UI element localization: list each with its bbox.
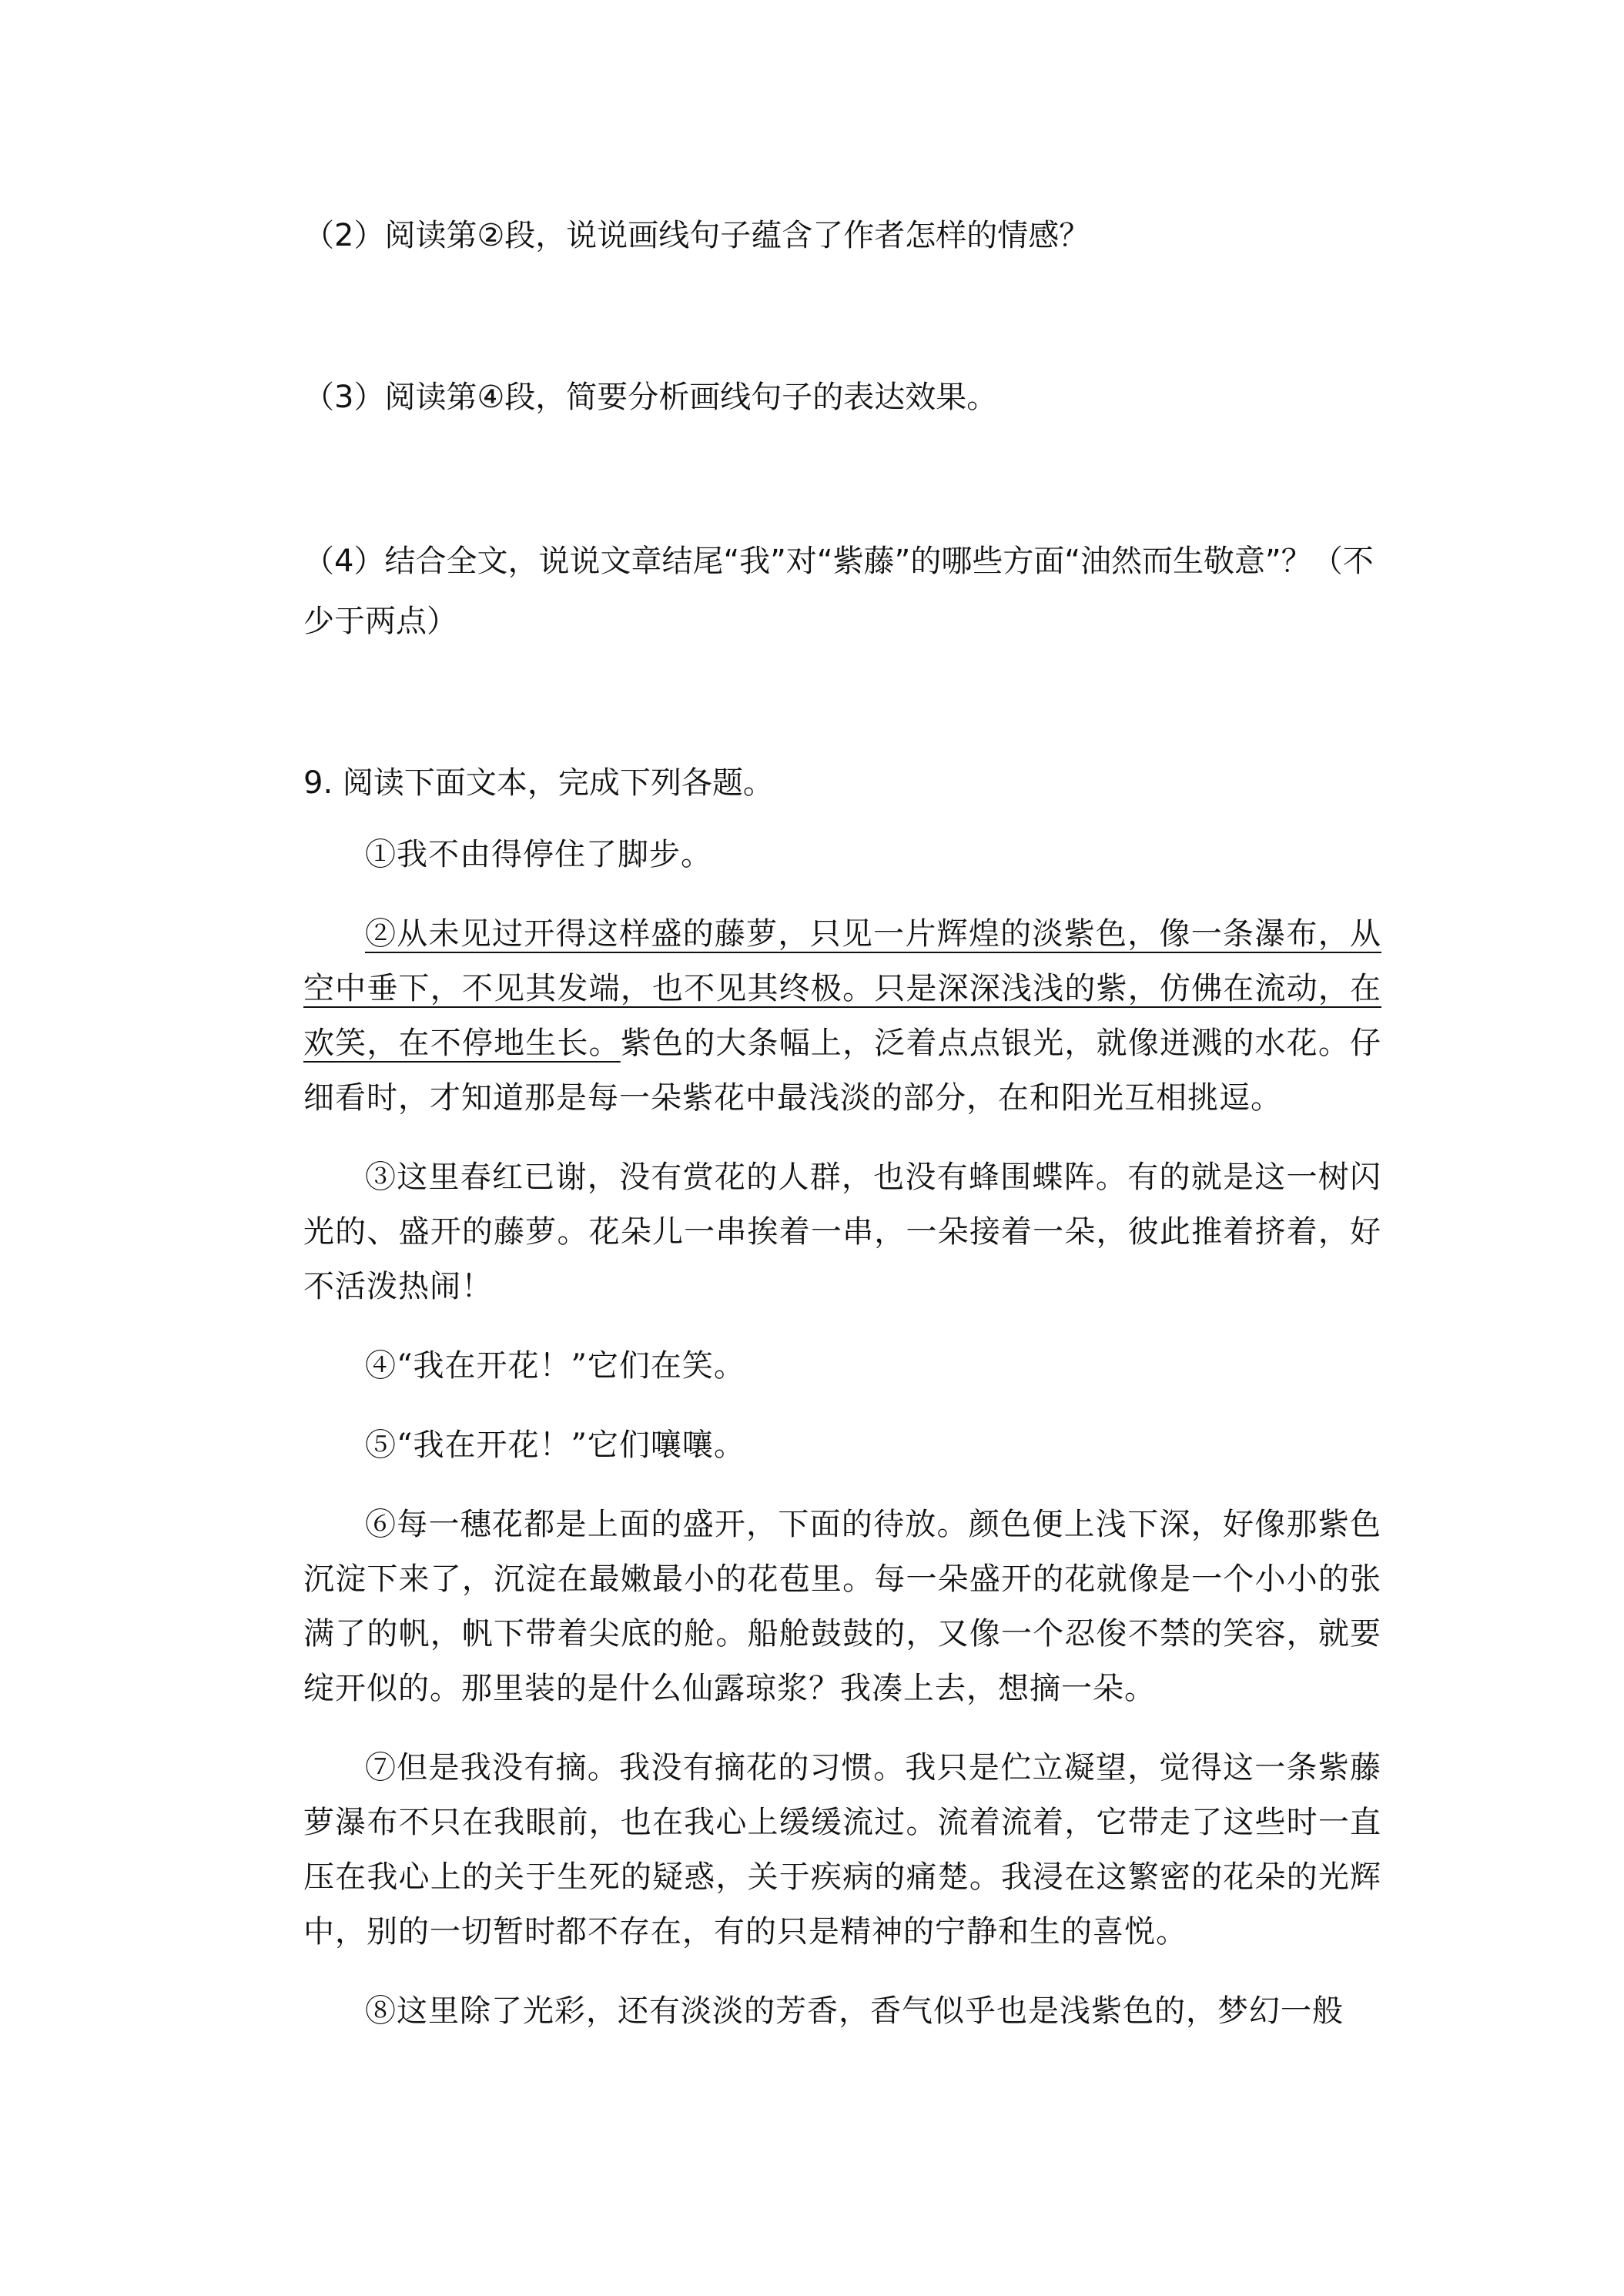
underlined-sentence: ②从未见过开得这样盛的藤萝，只见一片辉煌的淡紫色，像一条瀑布，从空中垂下，不见其发端，也不见其终极。只是深深浅浅的紫，仿佛在流动，在欢笑，在不停地生长。 xyxy=(303,916,1381,1061)
reading-passage xyxy=(303,828,1381,2063)
paragraph-8: ⑧这里除了光彩，还有淡淡的芳香，香气似乎也是浅紫色的，梦幻一般 xyxy=(365,1993,1344,2029)
question-2: （2）阅读第②段，说说画线句子蕴含了作者怎样的情感？ xyxy=(303,218,1090,253)
paragraph-6: ⑥每一穗花都是上面的盛开，下面的待放。颜色便上浅下深，好像那紫色沉淀下来了，沉淀在最嫩最小的花苞里。每一朵盛开的花就像是一个小小的张满了的帆，帆下带着尖底的舱。船舱鼓鼓的，又像一个忍俊不禁的笑容，就要绽开似的。那里装的是什么仙露琼浆？我凑上去，想摘一朵。 xyxy=(303,1507,1381,1706)
paragraph-2 xyxy=(303,907,1381,1126)
paragraph-3: ③这里春红已谢，没有赏花的人群，也没有蜂围蝶阵。有的就是这一树闪光的、盛开的藤萝。花朵儿一串挨着一串，一朵接着一朵，彼此推着挤着，好不活泼热闹！ xyxy=(303,1160,1381,1304)
paragraph-5: ⑤“我在开花！”它们嚷嚷。 xyxy=(365,1427,745,1463)
paragraph-7: ⑦但是我没有摘。我没有摘花的习惯。我只是伫立凝望，觉得这一条紫藤萝瀑布不只在我眼前，也在我心上缓缓流过。流着流着，它带走了这些时一直压在我心上的关于生死的疑惑，关于疾病的痛楚。我浸在这繁密的花朵的光辉中，别的一切暂时都不存在，有的只是精神的宁静和生的喜悦。 xyxy=(303,1750,1381,1950)
paragraph-1: ①我不由得停住了脚步。 xyxy=(365,837,712,872)
paragraph-2-rest: 紫色的大条幅上，泛着点点银光，就像迸溅的水花。仔细看时，才知道那是每一朵紫花中最浅淡的部分，在和阳光互相挑逗。 xyxy=(303,1026,1382,1116)
paragraph-4: ④“我在开花！”它们在笑。 xyxy=(365,1348,745,1384)
question-4: （4）结合全文，说说文章结尾“我”对“紫藤”的哪些方面“油然而生敬意”？（不少于两点） xyxy=(303,544,1374,639)
section-header-9: 9. 阅读下面文本，完成下列各题。 xyxy=(303,765,774,801)
question-3: （3）阅读第④段，简要分析画线句子的表达效果。 xyxy=(303,380,998,415)
